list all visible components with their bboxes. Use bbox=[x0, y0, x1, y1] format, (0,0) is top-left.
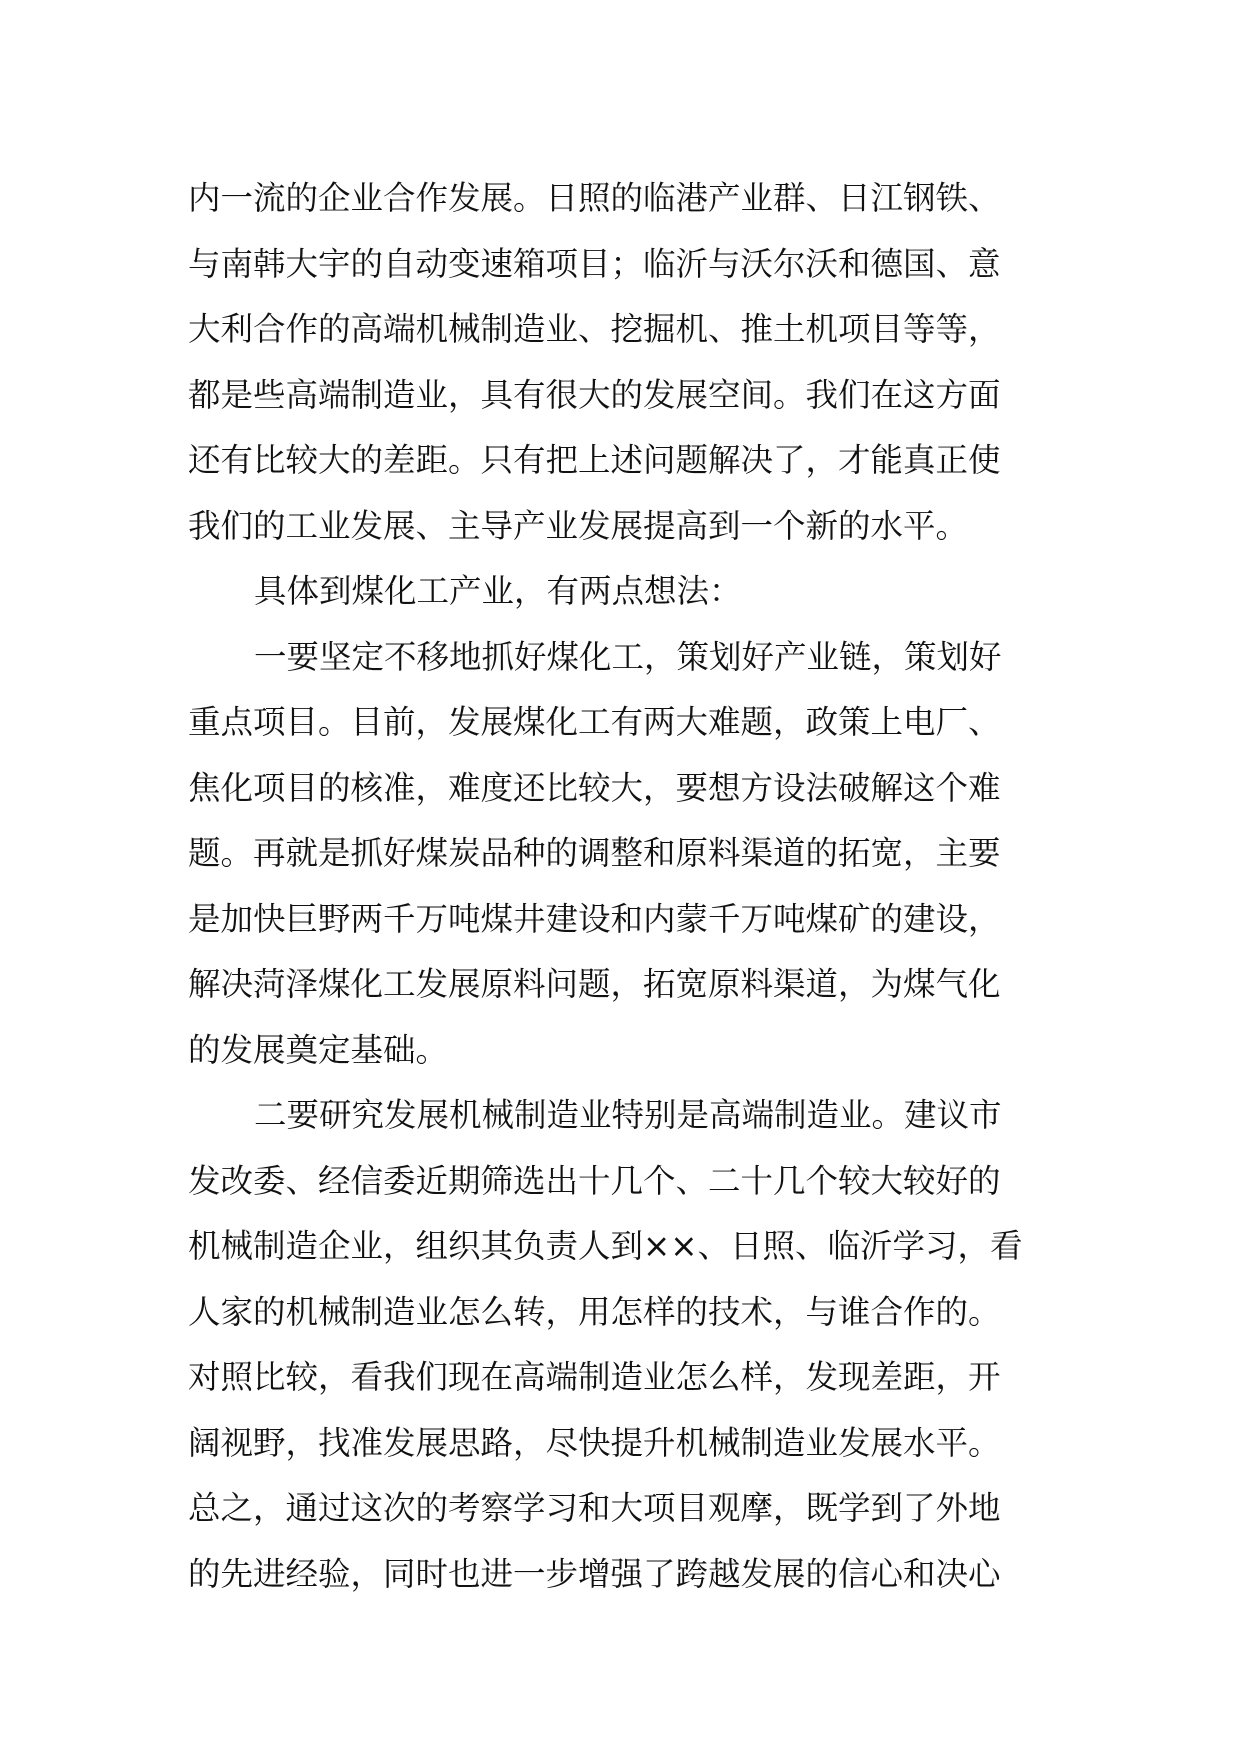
text-line: 总之，通过这次的考察学习和大项目观摩，既学到了外地 bbox=[188, 1489, 1001, 1527]
text-line: 与南韩大宇的自动变速箱项目；临沂与沃尔沃和德国、意 bbox=[188, 244, 1001, 283]
text-line: 解决菏泽煤化工发展原料问题，拓宽原料渠道，为煤气化 bbox=[188, 965, 1001, 1003]
text-line: 人家的机械制造业怎么转，用怎样的技术，与谁合作的。 bbox=[188, 1292, 1001, 1331]
paragraph-first-line: 具体到煤化工产业，有两点想法： bbox=[254, 572, 742, 610]
text-line: 是加快巨野两千万吨煤井建设和内蒙千万吨煤矿的建设， bbox=[188, 899, 1001, 938]
paragraph-first-line: 一要坚定不移地抓好煤化工，策划好产业链，策划好 bbox=[254, 637, 1002, 676]
text-line: 焦化项目的核准，难度还比较大，要想方设法破解这个难 bbox=[188, 768, 1001, 807]
body-text bbox=[188, 166, 1058, 1607]
text-line: 发改委、经信委近期筛选出十几个、二十几个较大较好的 bbox=[188, 1161, 1001, 1200]
text-line: 对照比较，看我们现在高端制造业怎么样，发现差距，开 bbox=[188, 1358, 1001, 1396]
text-line: 大利合作的高端机械制造业、挖掘机、推土机项目等等， bbox=[188, 310, 1001, 348]
text-line: 重点项目。目前，发展煤化工有两大难题，政策上电厂、 bbox=[188, 703, 1001, 741]
text-line: 题。再就是抓好煤炭品种的调整和原料渠道的拓宽，主要 bbox=[188, 834, 1001, 872]
text-line: 都是些高端制造业，具有很大的发展空间。我们在这方面 bbox=[188, 375, 1001, 414]
text-line: 内一流的企业合作发展。日照的临港产业群、日江钢铁、 bbox=[188, 179, 1001, 217]
text-line: 的先进经验，同时也进一步增强了跨越发展的信心和决心 bbox=[188, 1554, 1001, 1593]
text-line: 我们的工业发展、主导产业发展提高到一个新的水平。 bbox=[188, 506, 969, 545]
text-line: 机械制造企业，组织其负责人到××、日照、临沂学习，看 bbox=[188, 1227, 1023, 1265]
text-line: 还有比较大的差距。只有把上述问题解决了，才能真正使 bbox=[188, 441, 1001, 479]
text-line: 阔视野，找准发展思路，尽快提升机械制造业发展水平。 bbox=[188, 1423, 1001, 1462]
text-line: 的发展奠定基础。 bbox=[188, 1030, 449, 1069]
paragraph-first-line: 二要研究发展机械制造业特别是高端制造业。建议市 bbox=[254, 1096, 1002, 1134]
